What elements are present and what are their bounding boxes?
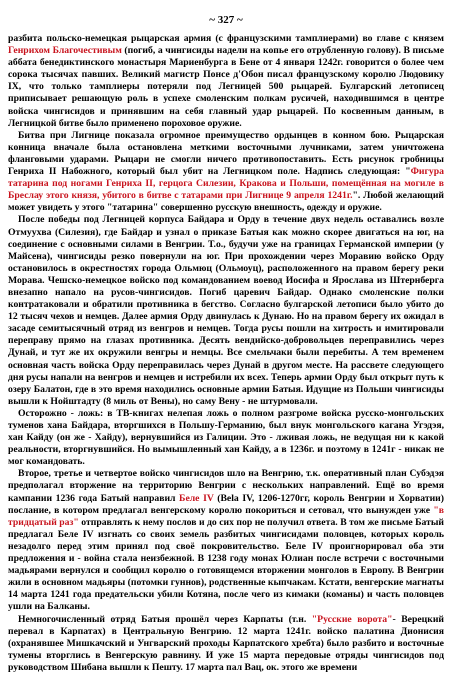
paragraph (8, 130, 444, 215)
highlighted-text: "Русские ворота" (311, 613, 393, 625)
paragraph (8, 214, 444, 408)
page-number: ~ 327 ~ (209, 14, 243, 26)
paragraph-text: Немногочисленный отряд Батыя прошёл через Карпаты (т.н. (18, 613, 312, 625)
paragraph-text: отправлять к нему послов и до сих пор не получил ответа. В том же письме Батый предлагал Беле IV изгнать со своих земель разбитых чингисидами половцев, которых король незадолго перед этим принял под своё покровительство. Беле IV проигнорировал оба эти предложения и - война стала неизбежной. В 1238 году монах Юлиан после встречи с восточными мадьярами вернулся и сообщил королю о готовящемся вторжении монголов в Европу. В Венгрии жили в основном мадьяры (потомки гуннов), родственные кыпчакам. Кстати, венгерские магнаты 14 марта 1241 года предательски убили Котяна, после чего из кимаки (команы) и часть половцев ушли на Балканы. (8, 516, 444, 613)
paragraph-text: ". Любой желающий может увидеть у этого "татарина" совершенно русскую внешность, одежду и оружие. (8, 190, 444, 214)
paragraph (8, 614, 444, 674)
highlighted-text: Беле IV (179, 492, 214, 504)
paragraph (8, 468, 444, 613)
highlighted-text: "в тридцатый раз" (8, 504, 444, 528)
paragraph-text: Битва при Лигнице показала огромное преимущество ордынцев в конном бою. Рыцарская конница вначале была остановлена меткими восточными лучниками, затем уничтожена фланговыми ударами. Рыцари не смогли ничего противопоставить. Есть рисунок гробницы Генриха II Набожного, который был убит на Легницком поле. Надпись следующая: " (8, 129, 444, 178)
highlighted-text: Фигура татарина под ногами Генриха II, герцога Силезии, Кракова и Польши, помещённая на могиле в Бреслау этого князя, убитого в битве с татарами при Лигнице 9 апреля 1241г. (8, 166, 444, 202)
paragraph-text: - Верецкий перевал в Карпатах) в Центральную Венгрию. 12 марта 1241г. войско палатина Дионисия (охранявшее Мишкачский и Унгварский проходы Карпатского хребта) было разбито и восточные тумены вторглись в Венгерскую равнину. И уже 15 марта передовые отряды чингисидов под руководством Шибана вышли к Пешту. 17 марта пал Вац, ок. этого же времени (8, 613, 444, 673)
paragraph (8, 408, 444, 468)
paragraph-text: Осторожно - ложь: в ТВ-книгах нелепая ложь о полном разгроме войска русско-монгольских туменов хана Байдара, вторгшихся в Польшу-Германию, был внук монгольского кагана Угэдэя, хан Кайду (он же - Хайду), вернувшийся из Галиции. Это - лживая ложь, не ведущая ни к какой реальности, вторгнувшийся. Но вымышленный хан Кайду, а в 1236г. и поэтому в 1241г - никак не мог командовать. (8, 407, 444, 468)
paragraph-text: Второе, третье и четвертое войско чингисидов шло на Венгрию, т.к. оперативный план Субэдэя предполагал вторжение на территорию Венгрии с нескольких направлений. Ещё во время кампании 1236 года Батый направил (8, 468, 444, 504)
paragraph-text: (погиб, а чингисиды надели на копье его отрубленную голову). В письме аббата бенедиктинского монастыря Мариенбурга в Бене от 4 января 1242г. говорится о более чем сорока тысячах павших. Великий магистр Понсе д'Обон писал французскому королю Людовику IX, что только тамплиеры потеряли под Легницей 500 рыцарей. Булгарский летописец приписывает решающую роль в успехе смоленским полкам русичей, находившимся в центре войска чингисидов и принявшим на себя главный удар рыцарей. По косвенным данным, в Легницкой битве было применено пороховое оружие. (8, 45, 445, 129)
highlighted-text: Генрихом Благочестивым (8, 45, 122, 57)
document-body (8, 33, 444, 674)
paragraph-text: (Bela IV, 1206-1270гг, король Венгрии и Хорватии) послание, в котором предлагал венгерскому королю покориться и сетовал, что вынужден уже (8, 492, 444, 516)
paragraph-text: После победы под Легницей корпуса Байдара и Орду в течение двух недель оставались возле Отмуухва (Силезия), где Байдар и узнал о приказе Батыя как можно скорее двигаться на юг, на соединение с основными силами в Венгрии. Т.о., будучи уже на границах Германской империи (у Майсена), чингисиды резко повернули на юг. При прохождении через Моравию войско Орду остановилось в окрестностях города Ольмюц (Ольмоуц), расположенного на правом берегу реки Морава. Чешско-немецкое войско под командованием воевод Иосифа и Ярослава из Штернберга внезапно напало на русов-чингисидов. Погиб царевич Байдар. Однако смоленские полки контратаковали и обратили противника в бегство. Согласно булгарской летописи было убито до 12 тысяч чехов и немцев. Далее армия Орду двинулась к Дунаю. Но на правом берегу их ожидал в засаде семитысячный отряд из венгров и немцев. Тогда русы пошли на хитрость и имитировали переправу прямо на глазах противника. Десять вендийско-добровольцев переправились через Дунай, и тут же их окружили венгры и немцы. Все смельчаки были перебиты. А тем временем основная часть войска Орду переправилась через Дунай в другом месте. На рассвете следующего дня русы напали на венгров и немцев и истребили их всех. Теперь армии Орду был открыт путь к озеру Балатон, где в это время находились основные армии Батыя. Идущие из Польши чингисиды вышли к Нойштадту (8 миль от Вены), но саму Вену - не штурмовали. (8, 214, 444, 407)
paragraph (8, 33, 444, 130)
paragraph-text: разбита польско-немецкая рыцарская армия (с французскими тамплиерами) во главе с князем (8, 33, 444, 44)
